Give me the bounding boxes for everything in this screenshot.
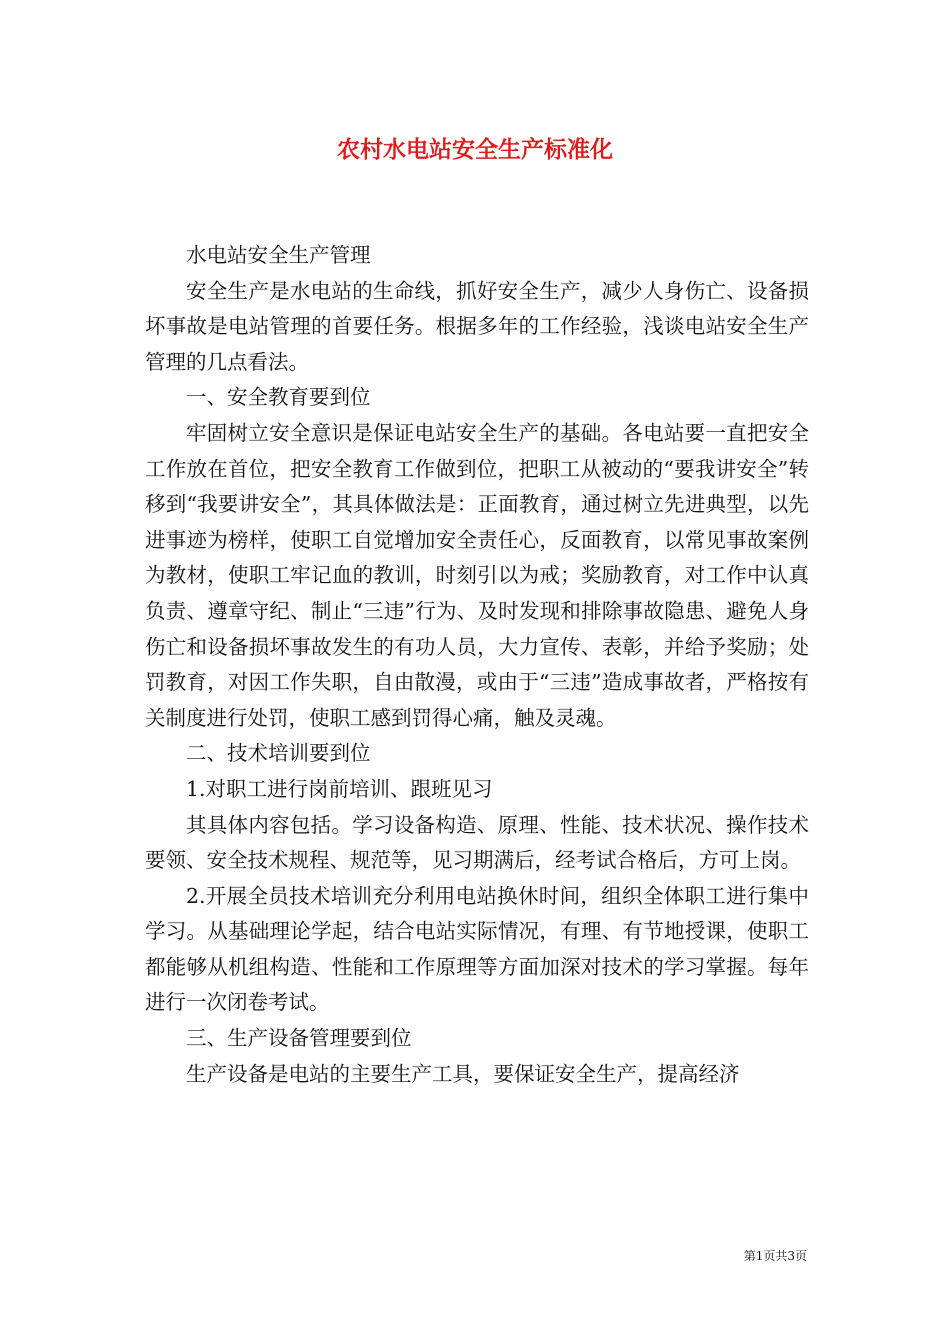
paragraph: 牢固树立安全意识是保证电站安全生产的基础。各电站要一直把安全工作放在首位，把安全教育工作做到位，把职工从被动的“要我讲安全”转移到“我要讲安全”，其具体做法是：正面教育，通过树立先进典型，以先进事迹为榜样，使职工自觉增加安全责任心，反面教育，以常见事故案例为教材，使职工牢记血的教训，时刻引以为戒；奖励教育，对工作中认真负责、遵章守纪、制止“三违”行为、及时发现和排除事故隐患、避免人身伤亡和设备损坏事故发生的有功人员，大力宣传、表彰，并给予奖励；处罚教育，对因工作失职，自由散漫，或由于“三违”造成事故者，严格按有关制度进行处罚，使职工感到罚得心痛，触及灵魂。	[145, 420, 809, 730]
section-heading: 三、生产设备管理要到位	[186, 1026, 412, 1051]
subsection-heading: 1.对职工进行岗前培训、跟班见习	[186, 776, 493, 801]
paragraph: 其具体内容包括。学习设备构造、原理、性能、技术状况、操作技术要领、安全技术规程、规范等，见习期满后，经考试合格后，方可上岗。	[145, 812, 809, 873]
document-body	[145, 238, 809, 1092]
document-title: 农村水电站安全生产标准化	[337, 136, 613, 163]
paragraph: 2.开展全员技术培训充分利用电站换休时间，组织全体职工进行集中学习。从基础理论学起，结合电站实际情况，有理、有节地授课，使职工都能够从机组构造、性能和工作原理等方面加深对技术的学习掌握。每年进行一次闭卷考试。	[145, 883, 809, 1015]
section-heading: 二、技术培训要到位	[186, 741, 371, 766]
paragraph: 生产设备是电站的主要生产工具，要保证安全生产，提高经济	[186, 1061, 740, 1086]
paragraph: 安全生产是水电站的生命线，抓好安全生产，减少人身伤亡、设备损坏事故是电站管理的首要任务。根据多年的工作经验，浅谈电站安全生产管理的几点看法。	[145, 278, 809, 374]
page-number: 第1页共3页	[743, 1249, 807, 1263]
section-heading: 一、安全教育要到位	[186, 385, 371, 410]
paragraph: 水电站安全生产管理	[186, 243, 371, 267]
